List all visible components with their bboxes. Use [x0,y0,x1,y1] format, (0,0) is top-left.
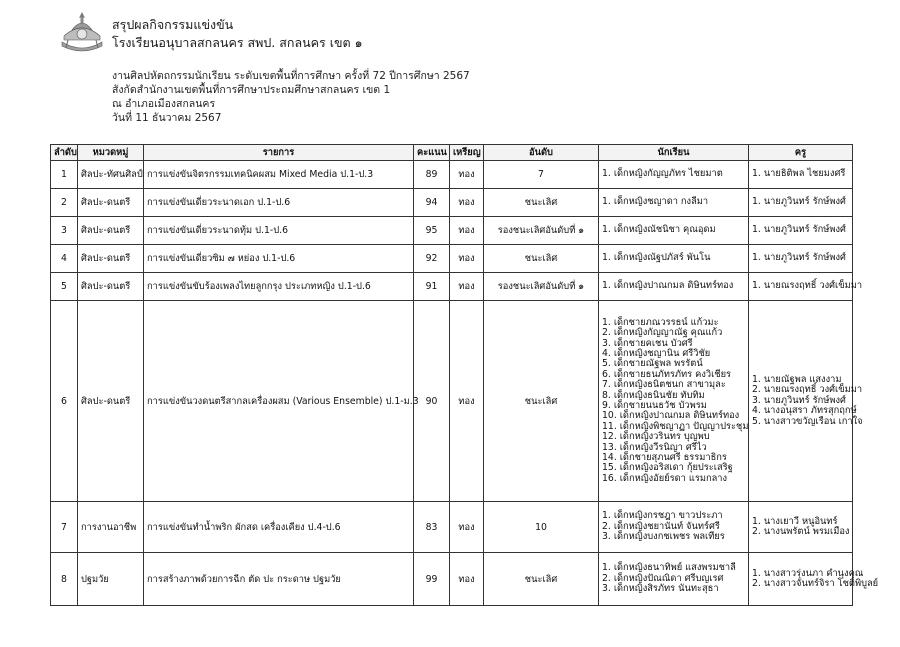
cell-rank: 10 [484,502,599,553]
cell-rank: ชนะเลิศ [484,553,599,606]
cell-students [599,301,749,502]
student-name: 14. เด็กชายสุภนศรี ธรรมาธิกร [602,452,727,464]
cell-category: ศิลปะ-ทัศนศิลป์ [78,161,144,189]
cell-score: 92 [414,245,450,273]
cell-no: 5 [51,273,78,301]
student-name: 5. เด็กชายณัฐพล พรรัตน์ [602,358,703,370]
cell-students [599,553,749,606]
teacher-name: 1. นางสาวรุ่งนภา คำนุงคุณ [752,567,864,579]
student-name: 8. เด็กหญิงธนินชัย ทับทิม [602,389,705,401]
cell-no: 6 [51,301,78,502]
col-header-no: ลำดับ [51,145,78,161]
cell-event: การแข่งขันเดี่ยวซิม ๗ หย่อง ป.1-ป.6 [144,245,414,273]
student-name: 1. เด็กหญิงธนาทิพย์ แสงพรมชาลี [602,562,736,574]
report-title: สรุปผลกิจกรรมแข่งขัน [112,17,234,32]
table-row [51,502,853,553]
cell-score: 90 [414,301,450,502]
cell-medal: ทอง [450,189,484,217]
cell-score: 95 [414,217,450,245]
cell-no: 2 [51,189,78,217]
table-row [51,245,853,273]
cell-event: การแข่งขันวงดนตรีสากลเครื่องผสม (Various Ensemble) ป.1-ม.3 [144,301,414,502]
cell-teachers [749,161,853,189]
student-name: 4. เด็กหญิงชญานิน ศรีวิชัย [602,347,711,359]
cell-event: การแข่งขันเดี่ยวระนาดเอก ป.1-ป.6 [144,189,414,217]
cell-teachers [749,245,853,273]
cell-event: การแข่งขันเดี่ยวระนาดทุ้ม ป.1-ป.6 [144,217,414,245]
cell-event: การสร้างภาพด้วยการฉีก ตัด ปะ กระดาษ ปฐมวัย [144,553,414,606]
table-header-row [51,145,853,161]
table-row [51,553,853,606]
cell-category: ศิลปะ-ดนตรี [78,189,144,217]
student-name: 16. เด็กหญิงอัยย์รดา แรมกลาง [602,472,728,484]
results-table [50,144,879,606]
cell-score: 89 [414,161,450,189]
cell-teachers [749,189,853,217]
cell-teachers [749,301,863,502]
cell-students [599,502,749,553]
cell-students [599,245,749,273]
cell-no: 4 [51,245,78,273]
event-date: วันที่ 11 ธันวาคม 2567 [112,112,222,124]
cell-medal: ทอง [450,273,484,301]
cell-teachers [749,273,863,301]
col-header-score: คะแนน [414,145,450,161]
cell-no: 1 [51,161,78,189]
col-header-event: รายการ [144,145,414,161]
teacher-name: 1. นายภูวินทร์ รักษ์พงศ์ [752,252,846,264]
col-header-students: นักเรียน [599,145,749,161]
student-name: 3. เด็กหญิงสิรภัทร นันทะสุธา [602,583,719,595]
cell-students [599,273,749,301]
teacher-name: 1. นายณรงฤทธิ์ วงศ์เข็มมา [752,280,863,292]
cell-event: การแข่งขันทำน้ำพริก ผักสด เครื่องเคียง ป.4-ป.6 [144,502,414,553]
cell-category: การงานอาชีพ [78,502,144,553]
cell-event: การแข่งขันขับร้องเพลงไทยลูกกรุง ประเภทหญิง ป.1-ป.6 [144,273,414,301]
cell-score: 91 [414,273,450,301]
cell-rank: ชนะเลิศ [484,189,599,217]
student-name: 3. เด็กชายคเชน บัวศรี [602,337,693,349]
student-name: 1. เด็กหญิงณัชนิชา คุณอุดม [602,224,716,236]
table-row [51,301,853,502]
cell-medal: ทอง [450,161,484,189]
cell-category: ศิลปะ-ดนตรี [78,273,144,301]
event-description: งานศิลปหัตถกรรมนักเรียน ระดับเขตพื้นที่การศึกษา ครั้งที่ 72 ปีการศึกษา 2567 [112,70,470,82]
student-name: 1. เด็กหญิงณัฐปภัสร์ พันโน [602,252,711,264]
cell-students [599,189,749,217]
affiliation: สังกัดสำนักงานเขตพื้นที่การศึกษาประถมศึกษาสกลนคร เขต 1 [112,84,391,96]
table-row [51,273,853,301]
col-header-medal: เหรียญ [450,145,484,161]
student-name: 6. เด็กชายธนภัทรภัทร คงวิเชียร [602,368,732,380]
school-name: โรงเรียนอนุบาลสกลนคร สพป. สกลนคร เขต ๑ [112,35,363,50]
student-name: 3. เด็กหญิงบงกชเพชร พลเทียร [602,531,725,543]
student-name: 11. เด็กหญิงพิชญาฏา ปัญญาประชุม [602,420,749,432]
teacher-name: 1. นายภูวินทร์ รักษ์พงศ์ [752,196,846,208]
student-name: 15. เด็กหญิงอริสเดา กุ้ยประเสริฐ [602,462,733,474]
col-header-rank: อันดับ [484,145,599,161]
cell-rank: รองชนะเลิศอันดับที่ ๑ [484,217,599,245]
cell-teachers [749,502,853,553]
cell-teachers [749,553,879,606]
cell-score: 99 [414,553,450,606]
cell-students [599,217,749,245]
cell-rank: 7 [484,161,599,189]
student-name: 12. เด็กหญิงวรินทร บุญพบ [602,431,710,443]
cell-rank: ชนะเลิศ [484,301,599,502]
cell-medal: ทอง [450,502,484,553]
cell-medal: ทอง [450,301,484,502]
student-name: 2. เด็กหญิงปัณณิดา ศรีบญเรศ [602,572,724,584]
student-name: 10. เด็กหญิงปาณกมล ดิษินทร์ทอง [602,410,740,422]
student-name: 1. เด็กชายภณวรรธน์ แก้วมะ [602,316,719,328]
teacher-name: 1. นายภูวินทร์ รักษ์พงศ์ [752,224,846,236]
cell-students [599,161,749,189]
student-name: 2. เด็กหญิงกัญญาณัฐ คุณแก้ว [602,327,723,339]
student-name: 2. เด็กหญิงชยานันท์ จันทร์ศรี [602,520,720,532]
student-name: 13. เด็กหญิงวีรนิญา ศรีไว [602,441,707,453]
cell-teachers [749,217,853,245]
student-name: 1. เด็กหญิงกัญญภัทร ไชยมาต [602,168,723,180]
table-row [51,217,853,245]
teacher-name: 1. นายธิติพล ไชยมงศรี [752,168,846,180]
teacher-name: 1. นายณัฐพล แสงงาม [752,373,842,385]
student-name: 9. เด็กชายนนธวัช บัวพรม [602,400,707,411]
teacher-name: 5. นางสาวขวัญเรือน เกาใจ [752,415,863,427]
cell-category: ปฐมวัย [78,553,144,606]
teacher-name: 2. นางนพรัตน์ พรมเมือง [752,526,850,537]
student-name: 1. เด็กหญิงชญาดา กงลีมา [602,196,709,208]
cell-score: 83 [414,502,450,553]
teacher-name: 1. นางเยาวี หนูอินทร์ [752,515,838,527]
col-header-teachers: ครู [749,145,853,161]
cell-no: 8 [51,553,78,606]
cell-medal: ทอง [450,217,484,245]
col-header-category: หมวดหมู่ [78,145,144,161]
school-emblem-logo [58,10,106,56]
cell-no: 7 [51,502,78,553]
student-name: 1. เด็กหญิงปาณกมล ดิษินทร์ทอง [602,280,734,292]
cell-medal: ทอง [450,553,484,606]
cell-event: การแข่งขันจิตรกรรมเทคนิคผสม Mixed Media ป.1-ป.3 [144,161,414,189]
table-row [51,189,853,217]
cell-category: ศิลปะ-ดนตรี [78,245,144,273]
student-name: 1. เด็กหญิงกรชฎา ขาวประภา [602,510,723,522]
venue: ณ อำเภอเมืองสกลนคร [112,98,216,110]
cell-rank: รองชนะเลิศอันดับที่ ๑ [484,273,599,301]
student-name: 7. เด็กหญิงธนิตชนก สาขามุละ [602,379,726,391]
cell-score: 94 [414,189,450,217]
teacher-name: 2. นางสาวจันทร์จิรา โชติพิบูลย์ [752,578,879,589]
cell-no: 3 [51,217,78,245]
cell-medal: ทอง [450,245,484,273]
cell-rank: ชนะเลิศ [484,245,599,273]
cell-category: ศิลปะ-ดนตรี [78,301,144,502]
teacher-name: 2. นายณรงฤทธิ์ วงศ์เข็มมา [752,384,863,396]
table-row [51,161,853,189]
cell-category: ศิลปะ-ดนตรี [78,217,144,245]
teacher-name: 4. นางอนุสรา ภัทรสุกฤกษ์ [752,405,857,417]
teacher-name: 3. นายภูวินทร์ รักษ์พงศ์ [752,394,846,406]
